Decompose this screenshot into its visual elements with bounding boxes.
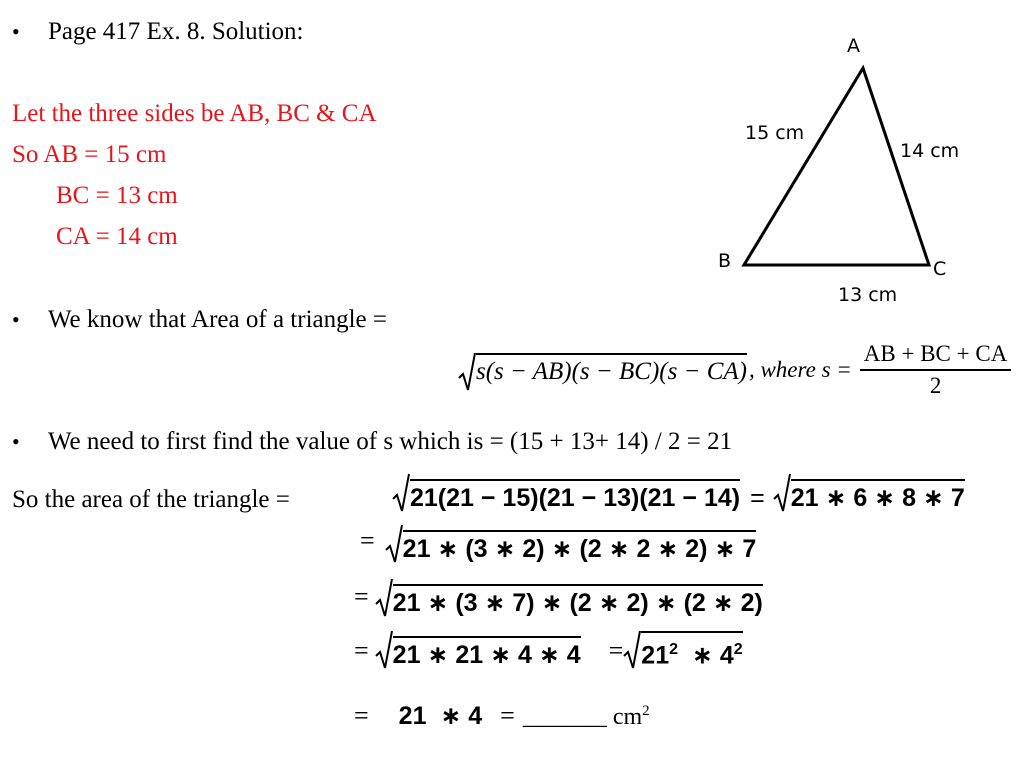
radical-icon: [773, 473, 791, 513]
area-label: So the area of the triangle =: [12, 486, 290, 513]
formula-denominator: 2: [929, 373, 942, 398]
bullet-icon: •: [12, 307, 20, 332]
triangle-shape: [744, 68, 929, 265]
step3-radicand: 21 ∗ (3 ∗ 7) ∗ (2 ∗ 2) ∗ (2 ∗ 2): [393, 584, 763, 618]
s-value-line: [12, 427, 732, 457]
formula-numerator: AB + BC + CA: [860, 339, 1012, 371]
side-ac-label: 14 cm: [900, 140, 960, 162]
side-bc-label: 13 cm: [838, 284, 898, 306]
radical-icon: [458, 352, 476, 392]
area-step-4: [354, 630, 743, 670]
step5-equals: =: [354, 701, 369, 730]
bullet-icon: •: [12, 429, 20, 454]
vertex-c-label: C: [933, 258, 947, 280]
step1-equals: =: [750, 484, 765, 512]
formula-where: , where s =: [748, 357, 852, 382]
given-line-3: BC = 13 cm: [56, 182, 178, 209]
formula-radicand: s(s − AB)(s − BC)(s − CA): [476, 353, 747, 387]
given-line-2: So AB = 15 cm: [12, 141, 167, 168]
step1-radicand: 21(21 − 15)(21 − 13)(21 − 14): [410, 479, 740, 513]
answer-unit-exp: 2: [642, 703, 650, 719]
area-step-5: [354, 696, 650, 732]
step2-radicand: 21 ∗ (3 ∗ 2) ∗ (2 ∗ 2 ∗ 2) ∗ 7: [403, 530, 757, 564]
step4-radicand: 21 ∗ 21 ∗ 4 ∗ 4: [393, 636, 581, 670]
vertex-b-label: B: [718, 250, 732, 272]
step4-exp-1: 2: [669, 640, 679, 658]
area-step-1: [392, 473, 965, 513]
step4-base-2: 4: [719, 641, 734, 669]
radical-icon: [385, 524, 403, 564]
title-line: [12, 17, 304, 47]
formula-intro-line: [12, 305, 387, 335]
step5-equals-2: =: [500, 701, 515, 730]
given-line-1: Let the three sides be AB, BC & CA: [12, 100, 377, 127]
bullet-icon: •: [12, 19, 20, 44]
step4-exp-2: 2: [733, 640, 743, 658]
step4-equals: =: [354, 636, 369, 665]
step4-base-1: 21: [641, 641, 670, 669]
step4-powers: [641, 631, 742, 670]
side-ab-label: 15 cm: [745, 122, 805, 144]
step4-equals-2: =: [608, 636, 624, 665]
s-value-text: We need to first find the value of s which is = (15 + 13+ 14) / 2 = 21: [47, 428, 733, 455]
vertex-a-label: A: [847, 35, 860, 57]
formula-intro: We know that Area of a triangle =: [47, 306, 388, 333]
answer-unit: [613, 696, 650, 732]
step3-equals: =: [354, 582, 369, 611]
radical-icon: [375, 630, 393, 670]
answer-blank: _______: [522, 704, 607, 730]
page-title: Page 417 Ex. 8. Solution:: [47, 18, 304, 45]
radical-icon: [623, 630, 641, 670]
given-line-4: CA = 14 cm: [56, 223, 178, 250]
formula-fraction: [860, 339, 1012, 401]
area-step-2: [360, 524, 756, 564]
step5-expression: 21 ∗ 4: [398, 702, 483, 730]
area-step-3: [354, 578, 763, 618]
step2-equals: =: [360, 526, 375, 555]
heron-formula: [458, 340, 1011, 400]
step1-radicand-2: 21 ∗ 6 ∗ 8 ∗ 7: [791, 479, 965, 513]
answer-unit-text: cm: [612, 704, 643, 730]
radical-icon: [375, 578, 393, 618]
radical-icon: [392, 473, 410, 513]
step4-times: ∗: [678, 641, 720, 669]
